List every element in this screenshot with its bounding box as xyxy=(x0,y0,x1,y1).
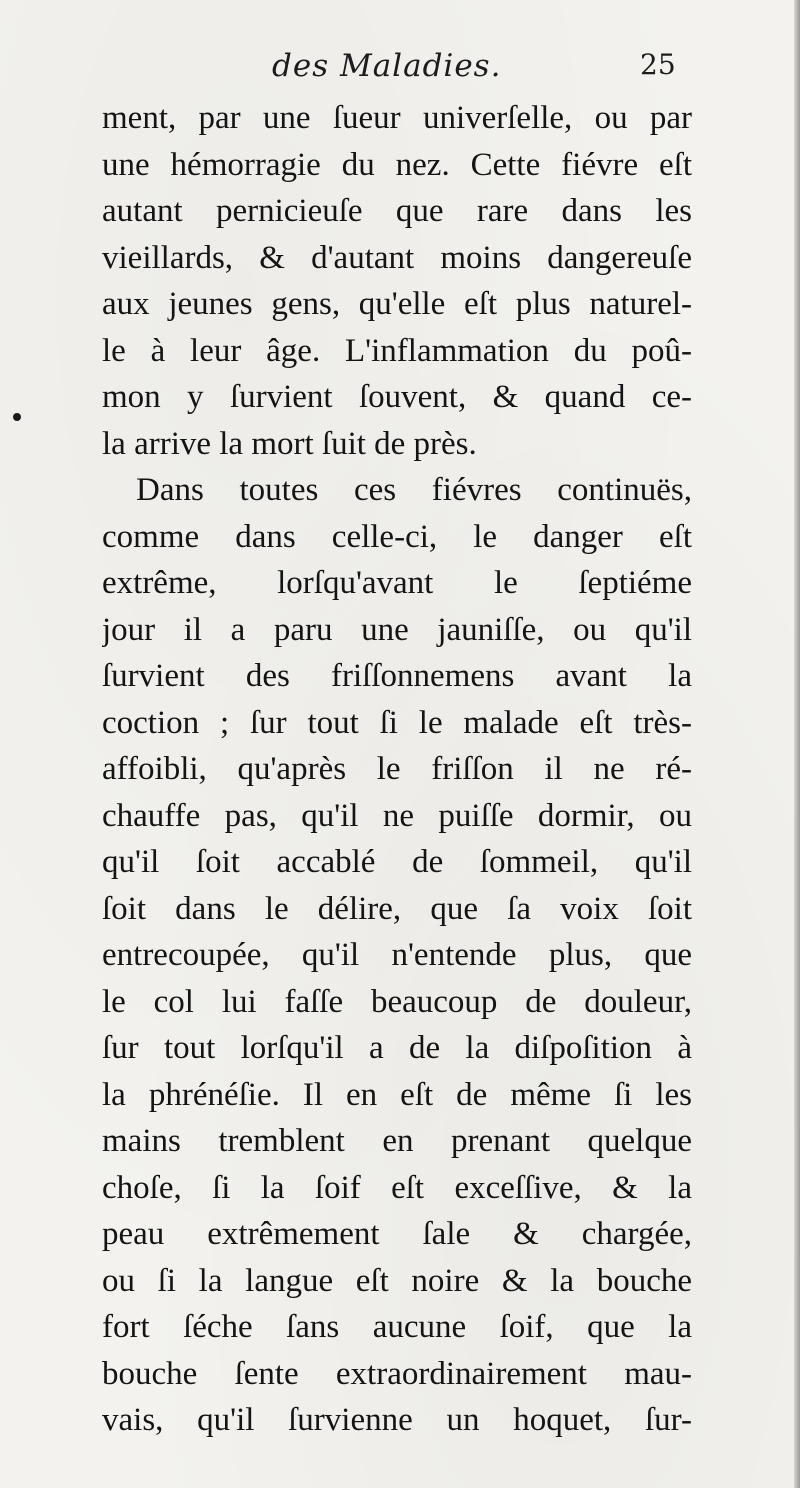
ink-speck xyxy=(13,413,21,421)
text-line: extrême, lorſqu'avant le ſeptiéme xyxy=(102,565,692,601)
text-line: aux jeunes gens, qu'elle eſt plus naturel- xyxy=(102,286,692,322)
body-text xyxy=(102,95,692,1444)
running-head: des Maladies. xyxy=(272,48,502,84)
text-line: ſoit dans le délire, que ſa voix ſoit xyxy=(102,890,692,927)
page-edge-shadow xyxy=(794,0,800,1488)
text-line: qu'il ſoit accablé de ſommeil, qu'il xyxy=(102,844,692,880)
text-line: mon y ſurvient ſouvent, & quand ce- xyxy=(102,379,692,415)
text-line: autant pernicieuſe que rare dans les xyxy=(102,193,692,229)
text-line: mains tremblent en prenant quelque xyxy=(102,1123,692,1159)
text-line: ment, par une ſueur univerſelle, ou par xyxy=(102,100,692,136)
text-line: chauffe pas, qu'il ne puiſſe dormir, ou xyxy=(102,797,692,834)
text-line: une hémorragie du nez. Cette fiévre eſt xyxy=(102,146,692,183)
text-line: comme dans celle-ci, le danger eſt xyxy=(102,518,692,555)
text-line: coction ; ſur tout ſi le malade eſt très- xyxy=(102,704,692,741)
text-line: bouche ſente extraordinairement mau- xyxy=(102,1355,692,1392)
text-line: Dans toutes ces fiévres continuës, xyxy=(136,472,692,508)
text-line: entrecoupée, qu'il n'entende plus, que xyxy=(102,937,692,973)
text-line: vieillards, & d'autant moins dangereuſe xyxy=(102,239,692,276)
text-line: le à leur âge. L'inflammation du poû- xyxy=(102,332,692,369)
text-line: choſe, ſi la ſoif eſt exceſſive, & la xyxy=(102,1169,692,1206)
text-line: le col lui faſſe beaucoup de douleur, xyxy=(102,983,692,1020)
text-line: ſur tout lorſqu'il a de la diſpoſition à xyxy=(102,1030,692,1066)
text-line: vais, qu'il ſurvienne un hoquet, ſur- xyxy=(102,1402,692,1438)
text-line: la arrive la mort ſuit de près. xyxy=(102,425,477,462)
page-number: 25 xyxy=(640,48,676,81)
text-line: jour il a paru une jauniſſe, ou qu'il xyxy=(102,611,692,648)
text-line: affoibli, qu'après le friſſon il ne ré- xyxy=(102,751,692,787)
text-line: ſurvient des friſſonnemens avant la xyxy=(102,658,692,694)
text-line: ou ſi la langue eſt noire & la bouche xyxy=(102,1262,692,1299)
text-line: peau extrêmement ſale & chargée, xyxy=(102,1216,692,1252)
text-line: fort ſéche ſans aucune ſoif, que la xyxy=(102,1309,692,1345)
page-header xyxy=(0,48,800,98)
text-line: la phrénéſie. Il en eſt de même ſi les xyxy=(102,1076,692,1113)
